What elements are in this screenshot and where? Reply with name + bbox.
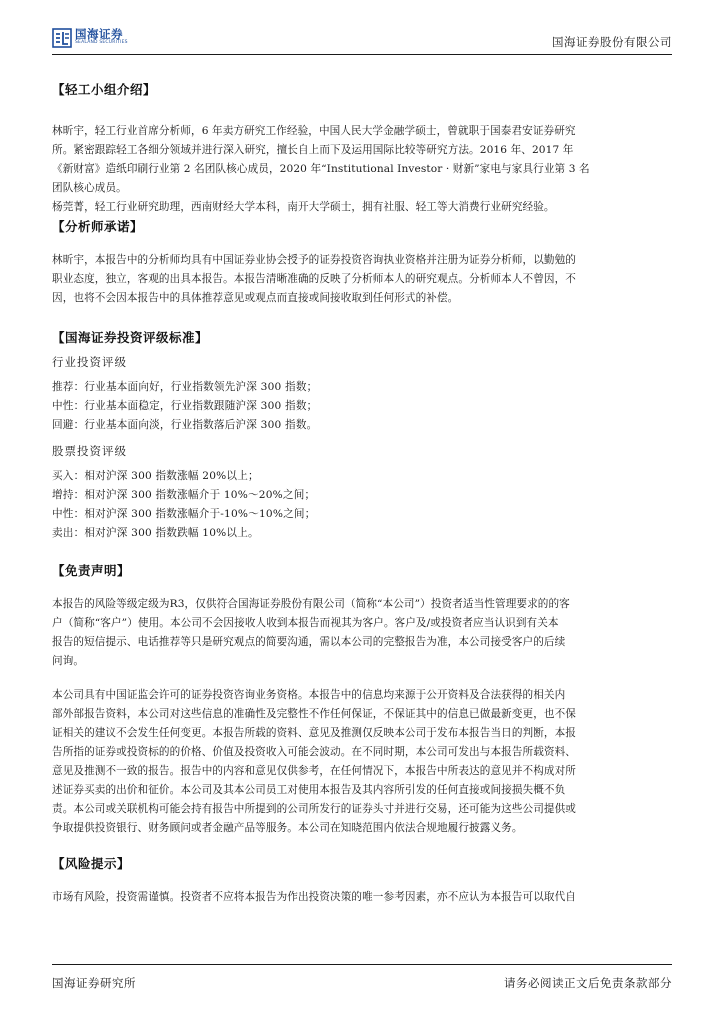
stock-rating-heading: 股票投资评级 xyxy=(52,444,127,458)
page-header xyxy=(52,27,672,55)
team-line: 所。紧密跟踪轻工各细分领域并进行深入研究，擅长自上而下及运用国际比较等研究方法。2016 年、2017 年 xyxy=(52,144,574,156)
disclaimer-line: 责。本公司或关联机构可能会持有报告中所提到的公司所发行的证券头寸并进行交易，还可能为这些公司提供或 xyxy=(52,803,576,815)
disclaimer-line: 证相关的建议不会发生任何变更。本报告所载的资料、意见及推测仅反映本公司于发布本报告当日的判断，本报 xyxy=(52,727,576,739)
disclaimer-title: 【免责声明】 xyxy=(52,563,131,578)
commitment-line: 职业态度，独立，客观的出具本报告。本报告清晰准确的反映了分析师本人的研究观点。分析师本人不曾因，不 xyxy=(52,273,576,285)
rating-title: 【国海证券投资评级标准】 xyxy=(52,330,209,345)
commitment-line: 因，也将不会因本报告中的具体推荐意见或观点而直接或间接收取到任何形式的补偿。 xyxy=(52,292,459,304)
disclaimer-line: 本报告的风险等级定级为R3，仅供符合国海证券股份有限公司（简称“本公司”）投资者适当性管理要求的的客 xyxy=(52,598,570,610)
company-logo xyxy=(52,28,128,48)
industry-rating-heading: 行业投资评级 xyxy=(52,355,127,369)
industry-rating-line: 中性：行业基本面稳定，行业指数跟随沪深 300 指数； xyxy=(52,400,318,412)
disclaimer-line: 告所指的证券或投资标的的价格、价值及投资收入可能会波动。在不同时期，本公司可发出与本报告所载资料、 xyxy=(52,746,576,758)
team-line: 《新财富》造纸印刷行业第 2 名团队核心成员，2020 年“Institutional Investor · 财新”家电与家具行业第 3 名 xyxy=(52,163,590,175)
sealand-logo-icon xyxy=(52,28,72,48)
stock-rating-line: 增持：相对沪深 300 指数涨幅介于 10%～20%之间； xyxy=(52,489,316,501)
disclaimer-line: 本公司具有中国证监会许可的证券投资咨询业务资格。本报告中的信息均来源于公开资料及合法获得的相关内 xyxy=(52,689,566,701)
disclaimer-line: 述证券买卖的出价和征价。本公司及其本公司员工对使用本报告及其内容所引发的任何直接或间接损失概不负 xyxy=(52,784,566,796)
logo-en-text: SEALAND SECURITIES xyxy=(75,40,128,45)
team-line: 团队核心成员。 xyxy=(52,182,127,194)
rating-section xyxy=(52,328,672,543)
page-footer xyxy=(52,964,672,995)
industry-rating-line: 推荐：行业基本面向好，行业指数领先沪深 300 指数； xyxy=(52,381,318,393)
disclaimer-line: 问询。 xyxy=(52,655,85,667)
disclaimer-line: 争取提供投资银行、财务顾问或者金融产品等服务。本公司在知晓范围内依法合规地履行披露义务。 xyxy=(52,822,523,834)
disclaimer-line: 户（简称“客户”）使用。本公司不会因接收人收到本报告而视其为客户。客户及/或投资者应当认识到有关本 xyxy=(52,617,559,629)
stock-rating-line: 卖出：相对沪深 300 指数跌幅 10%以上。 xyxy=(52,527,259,539)
disclaimer-line: 部外部报告资料，本公司对这些信息的准确性及完整性不作任何保证，不保证其中的信息已做最新变更，也不保 xyxy=(52,708,576,720)
risk-title: 【风险提示】 xyxy=(52,856,131,871)
commitment-title: 【分析师承诺】 xyxy=(52,219,144,234)
risk-line: 市场有风险，投资需谨慎。投资者不应将本报告为作出投资决策的唯一参考因素，亦不应认为本报告可以取代自 xyxy=(52,891,576,903)
company-name: 国海证券股份有限公司 xyxy=(552,35,672,49)
industry-rating-line: 回避：行业基本面向淡，行业指数落后沪深 300 指数。 xyxy=(52,419,318,431)
team-line: 杨莞菁，轻工行业研究助理，西南财经大学本科，南开大学硕士，拥有社服、轻工等大消费行业研究经验。 xyxy=(52,201,555,213)
team-section xyxy=(52,80,672,217)
disclaimer-section xyxy=(52,561,672,838)
disclaimer-line: 报告的短信提示、电话推荐等只是研究观点的简要沟通，需以本公司的完整报告为准，本公司接受客户的后续 xyxy=(52,636,566,648)
team-line: 林昕宇，轻工行业首席分析师，6 年卖方研究工作经验，中国人民大学金融学硕士，曾就职于国泰君安证券研究 xyxy=(52,125,576,137)
stock-rating-line: 中性：相对沪深 300 指数涨幅介于-10%～10%之间； xyxy=(52,508,316,520)
stock-rating-line: 买入：相对沪深 300 指数涨幅 20%以上； xyxy=(52,470,259,482)
team-title: 【轻工小组介绍】 xyxy=(52,82,157,97)
footer-institute: 国海证券研究所 xyxy=(52,976,136,990)
footer-disclaimer-note: 请务必阅读正文后免责条款部分 xyxy=(504,976,672,990)
commitment-section xyxy=(52,217,672,308)
page-content xyxy=(52,80,672,907)
risk-section xyxy=(52,854,672,907)
disclaimer-line: 意见及推测不一致的报告。报告中的内容和意见仅供参考，在任何情况下，本报告中所表达的意见并不构成对所 xyxy=(52,765,576,777)
logo-cn-text: 国海证券 xyxy=(75,27,123,41)
commitment-line: 林昕宇，本报告中的分析师均具有中国证券业协会授予的证券投资咨询执业资格并注册为证券分析师，以勤勉的 xyxy=(52,254,576,266)
